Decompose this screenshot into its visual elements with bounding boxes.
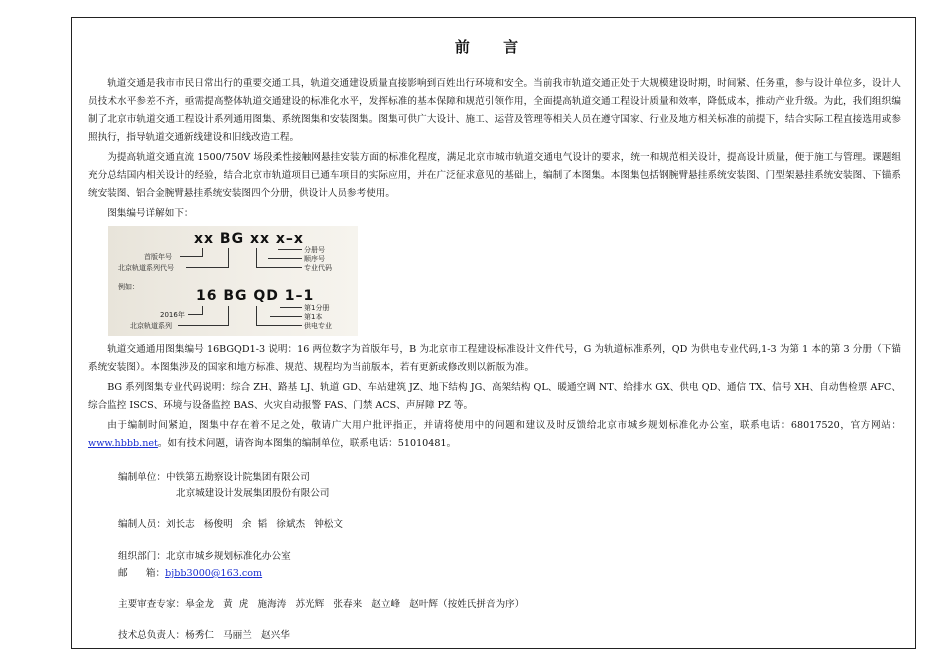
org-label: 组织部门： xyxy=(118,551,166,562)
org-line xyxy=(118,549,291,565)
editors: 刘长志 杨俊明 余 韬 徐斌杰 钟松文 xyxy=(165,519,343,530)
chief: 杨秀仁 马丽兰 赵兴华 xyxy=(185,630,290,641)
email-label: 邮 箱： xyxy=(118,568,166,579)
reviewers: 皋金龙 黄 虎 施海涛 苏光辉 张春来 赵立峰 赵叶辉（按姓氏拼音为序） xyxy=(185,599,525,610)
intro-paragraph: 轨道交通是我市市民日常出行的重要交通工具，轨道交通建设质量直接影响到百姓出行环境和安全。当前我市轨道交通正处于大规模建设时期，时间紧、任务重，参与设计单位多，设计人员技术水平参差不齐，亟需提高整体轨道交通建设的标准化水平，发挥标准的基本保障和规范引领作用，全面提高轨道交通工程设计质量和效率，降低成本，推动产业升级。为此，我们组织编制了北京市轨道交通工程设计系列通用图集、系统图集和安装图集。图集可供广大设计、施工、运营及管理等相关人员在遵守国家、行业及地方相关标准的前提下，结合实际工程直接选用或参照执行，指导轨道交通新线建设和旧线改造工程。 xyxy=(88,78,901,143)
editors-label: 编制人员： xyxy=(118,519,166,530)
label-2016: 2016年 xyxy=(160,311,185,319)
code-template: xx BG xx x–x xyxy=(194,231,304,247)
website-link[interactable]: www.hbbb.net xyxy=(88,438,158,449)
editor-unit-line xyxy=(118,470,310,486)
editor-unit-label: 编制单位： xyxy=(118,472,166,483)
reviewers-label: 主要审查专家： xyxy=(118,599,186,610)
label-volume-1: 第1分册 xyxy=(304,304,330,312)
label-beijing-series: 北京轨道系列 xyxy=(130,322,172,330)
chief-line xyxy=(118,628,290,644)
email-line xyxy=(118,566,262,582)
label-discipline-code: 专业代码 xyxy=(304,264,332,272)
code-example: 16 BG QD 1–1 xyxy=(196,288,315,304)
numbering-diagram xyxy=(108,226,358,336)
reviewers-line xyxy=(118,597,524,613)
feedback-text: 由于编制时间紧迫，图集中存在着不足之处，敬请广大用户批评指正，并请将使用中的问题和建议及时反馈给北京市城乡规划标准化办公室，联系电话：68017520，官方网站： xyxy=(107,420,901,431)
example-label: 例如： xyxy=(118,283,139,291)
chief-label: 技术总负责人： xyxy=(118,630,186,641)
discipline-codes: BG 系列图集专业代码说明：综合 ZH、路基 LJ、轨道 GD、车站建筑 JZ、地下结构 JG、高架结构 QL、暖通空调 NT、给排水 GX、供电 QD、通信 TX、信号 XH、自动售检票 AFC、综合监控 ISCS、环境与设备监控 BAS、火灾自动报警 FAS、门禁 ACS、声屏障 PZ 等。 xyxy=(88,382,901,411)
editor-unit-1: 中铁第五勘察设计院集团有限公司 xyxy=(165,472,310,483)
numbering-explanation: 轨道交通通用图集编号 16BGQD1-3 说明：16 两位数字为首版年号，B 为北京市工程建设标准设计文件代号，G 为轨道标准系列，QD 为供电专业代码,1-3 为第 1 本的第 3 分册（下锚系统安装图）。本图集涉及的国家和地方标准、规范、规程均为当前版本，若有更新或修改则以新版为准。 xyxy=(88,344,901,373)
email-link[interactable]: bjbb3000@163.com xyxy=(165,568,263,579)
label-power-discipline: 供电专业 xyxy=(304,322,332,330)
page-frame xyxy=(71,17,916,649)
editors-line xyxy=(118,517,343,533)
purpose-paragraph: 为提高轨道交通直流 1500/750V 场段柔性接触网悬挂安装方面的标准化程度，满足北京市城市轨道交通电气设计的要求，统一和规范相关设计，提高设计质量，便于施工与管理。课题组充分总结国内相关设计的经验，结合北京市轨道项目已通车项目的实际应用，并在广泛征求意见的基础上，编制了本图集。本图集包括钢腕臂悬挂系统安装图、门型架悬挂系统安装图、下锚系统安装图、铝合金腕臂悬挂系统安装图四个分册，供设计人员参考使用。 xyxy=(88,152,901,199)
label-order-no: 顺序号 xyxy=(304,255,325,263)
label-series-code: 北京轨道系列代号 xyxy=(118,264,174,272)
feedback-paragraph xyxy=(88,417,901,453)
label-volume-no: 分册号 xyxy=(304,246,325,254)
numbering-intro: 图集编号详解如下： xyxy=(107,208,194,219)
page-title: 前 言 xyxy=(454,38,533,56)
label-book-1: 第1本 xyxy=(304,313,323,321)
org: 北京市城乡规划标准化办公室 xyxy=(165,551,291,562)
label-first-year: 首版年号 xyxy=(144,253,172,261)
feedback-text-end: 。如有技术问题，请咨询本图集的编制单位，联系电话：51010481。 xyxy=(157,438,457,449)
editor-unit-2: 北京城建设计发展集团股份有限公司 xyxy=(176,488,330,499)
